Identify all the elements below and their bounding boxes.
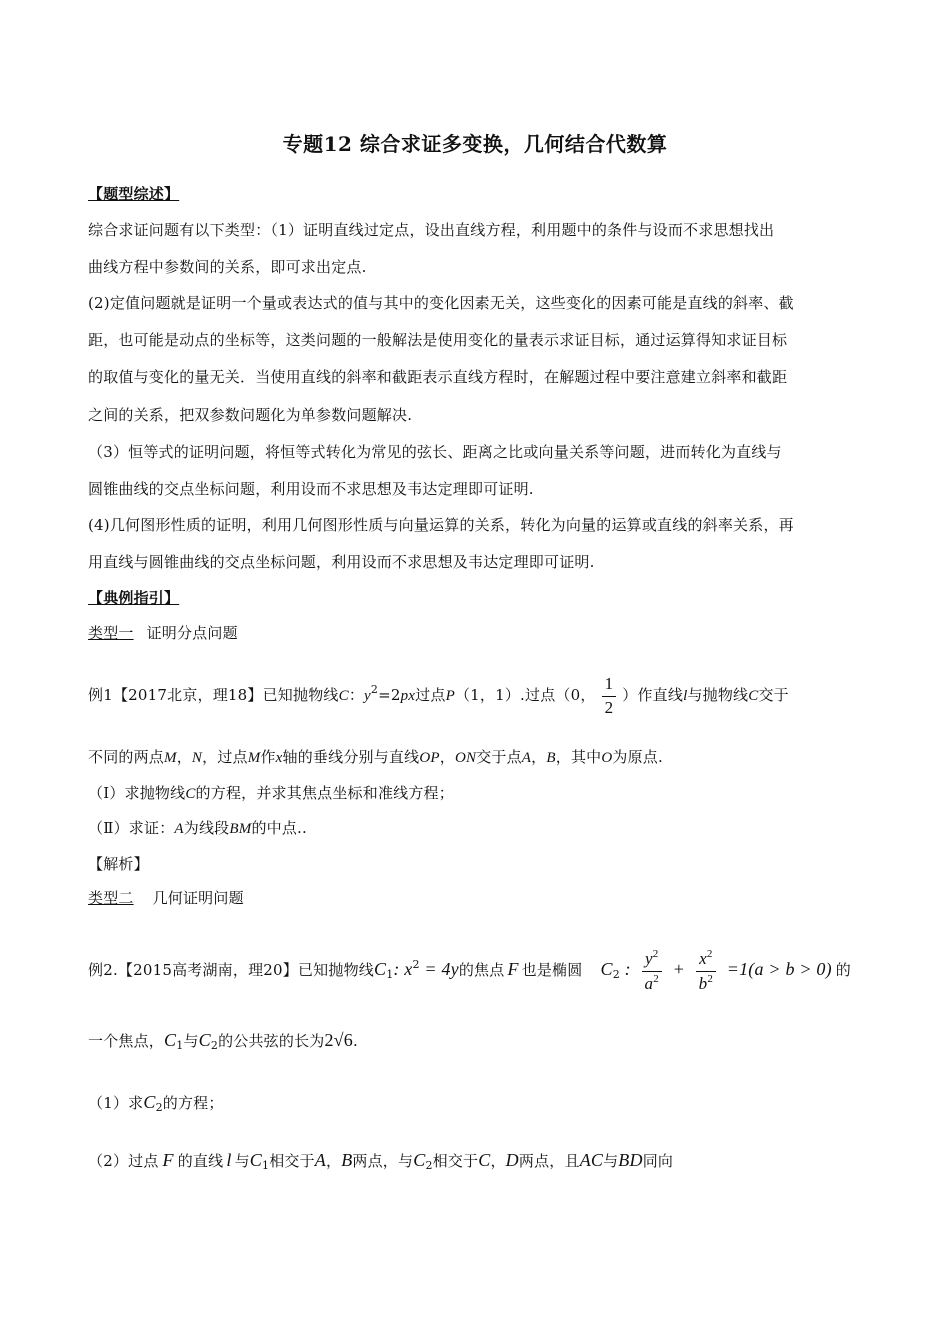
type-one-label: 类型一 xyxy=(88,624,134,642)
paragraph-line: 圆锥曲线的交点坐标问题，利用设而不求思想及韦达定理即可证明. xyxy=(88,480,534,498)
paragraph-line: (2)定值问题就是证明一个量或表达式的值与其中的变化因素无关，这些变化的因素可能是直线的斜率、截 xyxy=(88,294,794,312)
analysis-heading: 【解析】 xyxy=(88,855,149,873)
page-title: 专题12 综合求证多变换，几何结合代数算 xyxy=(282,132,668,156)
example-2-question-1: （1）求$C_2$的方程； xyxy=(88,1092,224,1114)
type-one-heading xyxy=(88,622,868,643)
paragraph-line: (4)几何图形性质的证明，利用几何图形性质与向量运算的关系，转化为向量的运算或直线的斜率关系，再 xyxy=(88,516,794,534)
example-1-line-2: 不同的两点M，N，过点M作x轴的垂线分别与直线OP，ON交于点A，B，其中O为原点. xyxy=(88,748,663,766)
fraction-one-half: $\frac{1}{2}$ xyxy=(602,673,617,718)
paragraph-line: 之间的关系，把双参数问题化为单参数问题解决. xyxy=(88,406,413,424)
paragraph-line: （3）恒等式的证明问题，将恒等式转化为常见的弦长、距离之比或向量关系等问题，进而转化为直线与 xyxy=(88,443,782,461)
section-heading-examples: 【典例指引】 xyxy=(88,589,180,607)
type-two-heading xyxy=(88,887,868,908)
question-i: （Ⅰ）求抛物线C的方程，并求其焦点坐标和准线方程； xyxy=(88,784,454,802)
example-2-line-2: 一个焦点，$C_1$与$C_2$的公共弦的长为2√6. xyxy=(88,1030,358,1052)
section-heading-overview: 【题型综述】 xyxy=(88,185,180,203)
paragraph-line: 曲线方程中参数间的关系，即可求出定点. xyxy=(88,258,367,276)
paragraph-line: 用直线与圆锥曲线的交点坐标问题，利用设而不求思想及韦达定理即可证明. xyxy=(88,553,595,571)
example-2-line-1: 例2.【2015高考湖南，理20】已知抛物线$C_1$: $x^2 = 4y$的焦点 F 也是椭圆 $C_2$ : $\frac{y^2}{a^2}$ + $\frac{x^2}{b^2}$ =1(a > b > 0) 的 xyxy=(88,925,868,1005)
type-two-label: 类型二 xyxy=(88,889,134,907)
fraction-y2-a2: $\frac{y^2}{a^2}$ xyxy=(642,947,662,994)
example-1-line-1: 例1【2017北京，理18】已知抛物线C：$y^2=2px$过点P（1，1）.过点（0， $\frac{1}{2}$ ）作直线l与抛物线C交于 xyxy=(88,660,868,720)
type-two-title: 几何证明问题 xyxy=(152,889,244,907)
question-ii: （Ⅱ）求证：A为线段BM的中点.. xyxy=(88,819,307,837)
fraction-x2-b2: $\frac{x^2}{b^2}$ xyxy=(696,947,716,994)
example-2-question-2: （2）过点 F 的直线 l 与$C_1$相交于A，B两点，与$C_2$相交于C，D两点，且AC与BD同向 xyxy=(88,1150,674,1172)
paragraph-line: 综合求证问题有以下类型：（1）证明直线过定点，设出直线方程，利用题中的条件与设而不求思想找出 xyxy=(88,221,775,239)
paragraph-line: 距，也可能是动点的坐标等，这类问题的一般解法是使用变化的量表示求证目标，通过运算得知求证目标 xyxy=(88,331,788,349)
type-one-title: 证明分点问题 xyxy=(146,624,238,642)
paragraph-line: 的取值与变化的量无关．当使用直线的斜率和截距表示直线方程时，在解题过程中要注意建立斜率和截距 xyxy=(88,368,788,386)
